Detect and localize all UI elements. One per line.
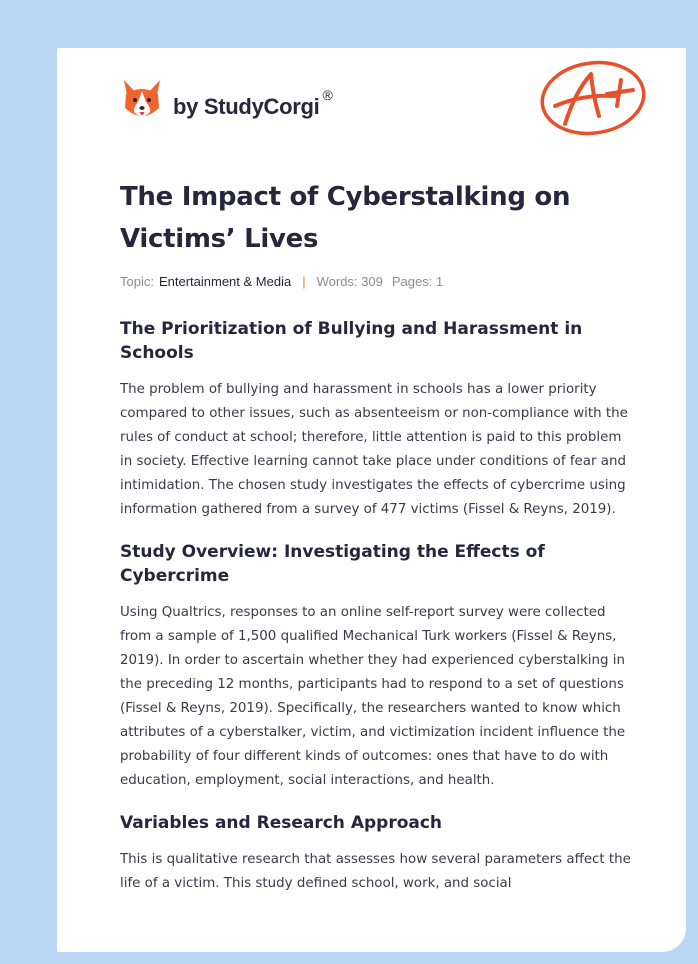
page-count: Pages: 1 [391,273,444,289]
section-heading: Study Overview: Investigating the Effects of Cybercrime [120,542,545,586]
topic-link[interactable]: Entertainment & Media [158,273,292,289]
section-heading: Variables and Research Approach [120,813,443,833]
grade-a-plus-icon [537,58,649,140]
article-meta [120,272,635,290]
meta-separator: | [302,273,306,289]
header [121,76,333,126]
page-title: The Impact of Cyberstalking on Victims’ Lives [120,182,571,254]
section-paragraph: This is qualitative research that assesses how several parameters affect the life of a victim. This study defined school, work, and social [120,852,631,891]
section-paragraph: The problem of bullying and harassment in schools has a lower priority compared to other issues, such as absenteeism or non-compliance with the rules of conduct at school; therefore, little attention is paid to this problem in society. Effective learning cannot take place under conditions of fear and intimidation. The chosen study investigates the effects of cybercrime using information gathered from a survey of 477 victims (Fissel & Reyns, 2019). [120,382,628,517]
brand-name[interactable]: by StudyCorgi [173,94,320,119]
topic-label: Topic: [120,273,154,289]
registered-mark: ® [322,87,333,103]
section-heading: The Prioritization of Bullying and Harassment in Schools [120,319,583,363]
document-page [57,48,686,952]
article [120,176,635,896]
section-paragraph: Using Qualtrics, responses to an online self-report survey were collected from a sample of 1,500 qualified Mechanical Turk workers (Fissel & Reyns, 2019). In order to ascertain whether they had experienced cyberstalking in the preceding 12 months, participants had to respond to a set of questions (Fissel & Reyns, 2019). Specifically, the researchers wanted to know which attributes of a cyberstalker, victim, and victimization incident influence the probability of four different kinds of outcomes: ones that have to do with education, employment, social interactions, and health. [120,605,626,788]
word-count: Words: 309 [316,273,383,289]
corgi-logo-icon[interactable] [121,78,163,124]
